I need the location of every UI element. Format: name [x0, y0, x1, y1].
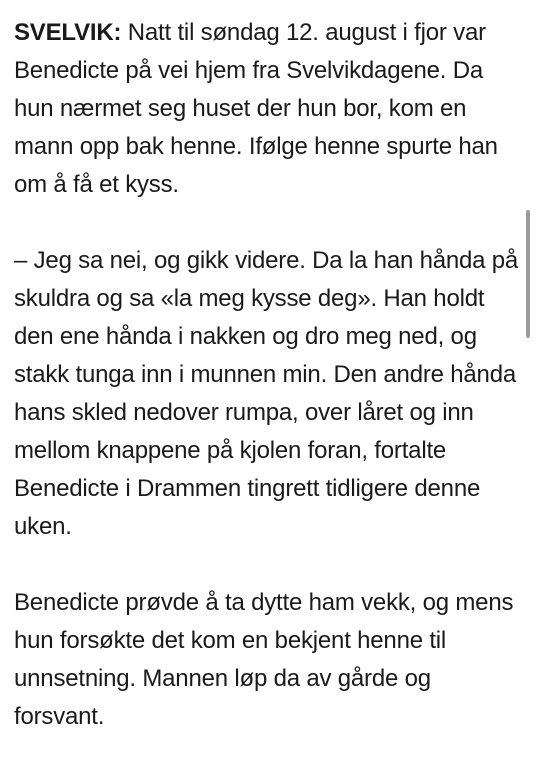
paragraph-1-text: Natt til søndag 12. august i fjor var Benedicte på vei hjem fra Svelvikdagene. Da hun nærmet seg huset der hun bor, kom en mann opp bak henne. Ifølge henne spurte han om å få et kyss.: [14, 19, 498, 198]
article-body: [14, 14, 524, 774]
dateline: SVELVIK:: [14, 19, 122, 46]
paragraph-3: Benedicte prøvde å ta dytte ham vekk, og mens hun forsøkte det kom en bekjent henne til unnsetning. Mannen løp da av gårde og forsvant.: [14, 589, 514, 730]
paragraph-1: [14, 14, 524, 204]
paragraph-2: – Jeg sa nei, og gikk videre. Da la han hånda på skuldra og sa «la meg kysse deg». Han holdt den ene hånda i nakken og dro meg ned, og stakk tunga inn i munnen min. Den andre hånda hans skled nedover rumpa, over låret og inn mellom knappene på kjolen foran, fortalte Benedicte i Drammen tingrett tidligere denne uken.: [14, 247, 519, 540]
scrollbar-thumb[interactable]: [526, 210, 530, 338]
